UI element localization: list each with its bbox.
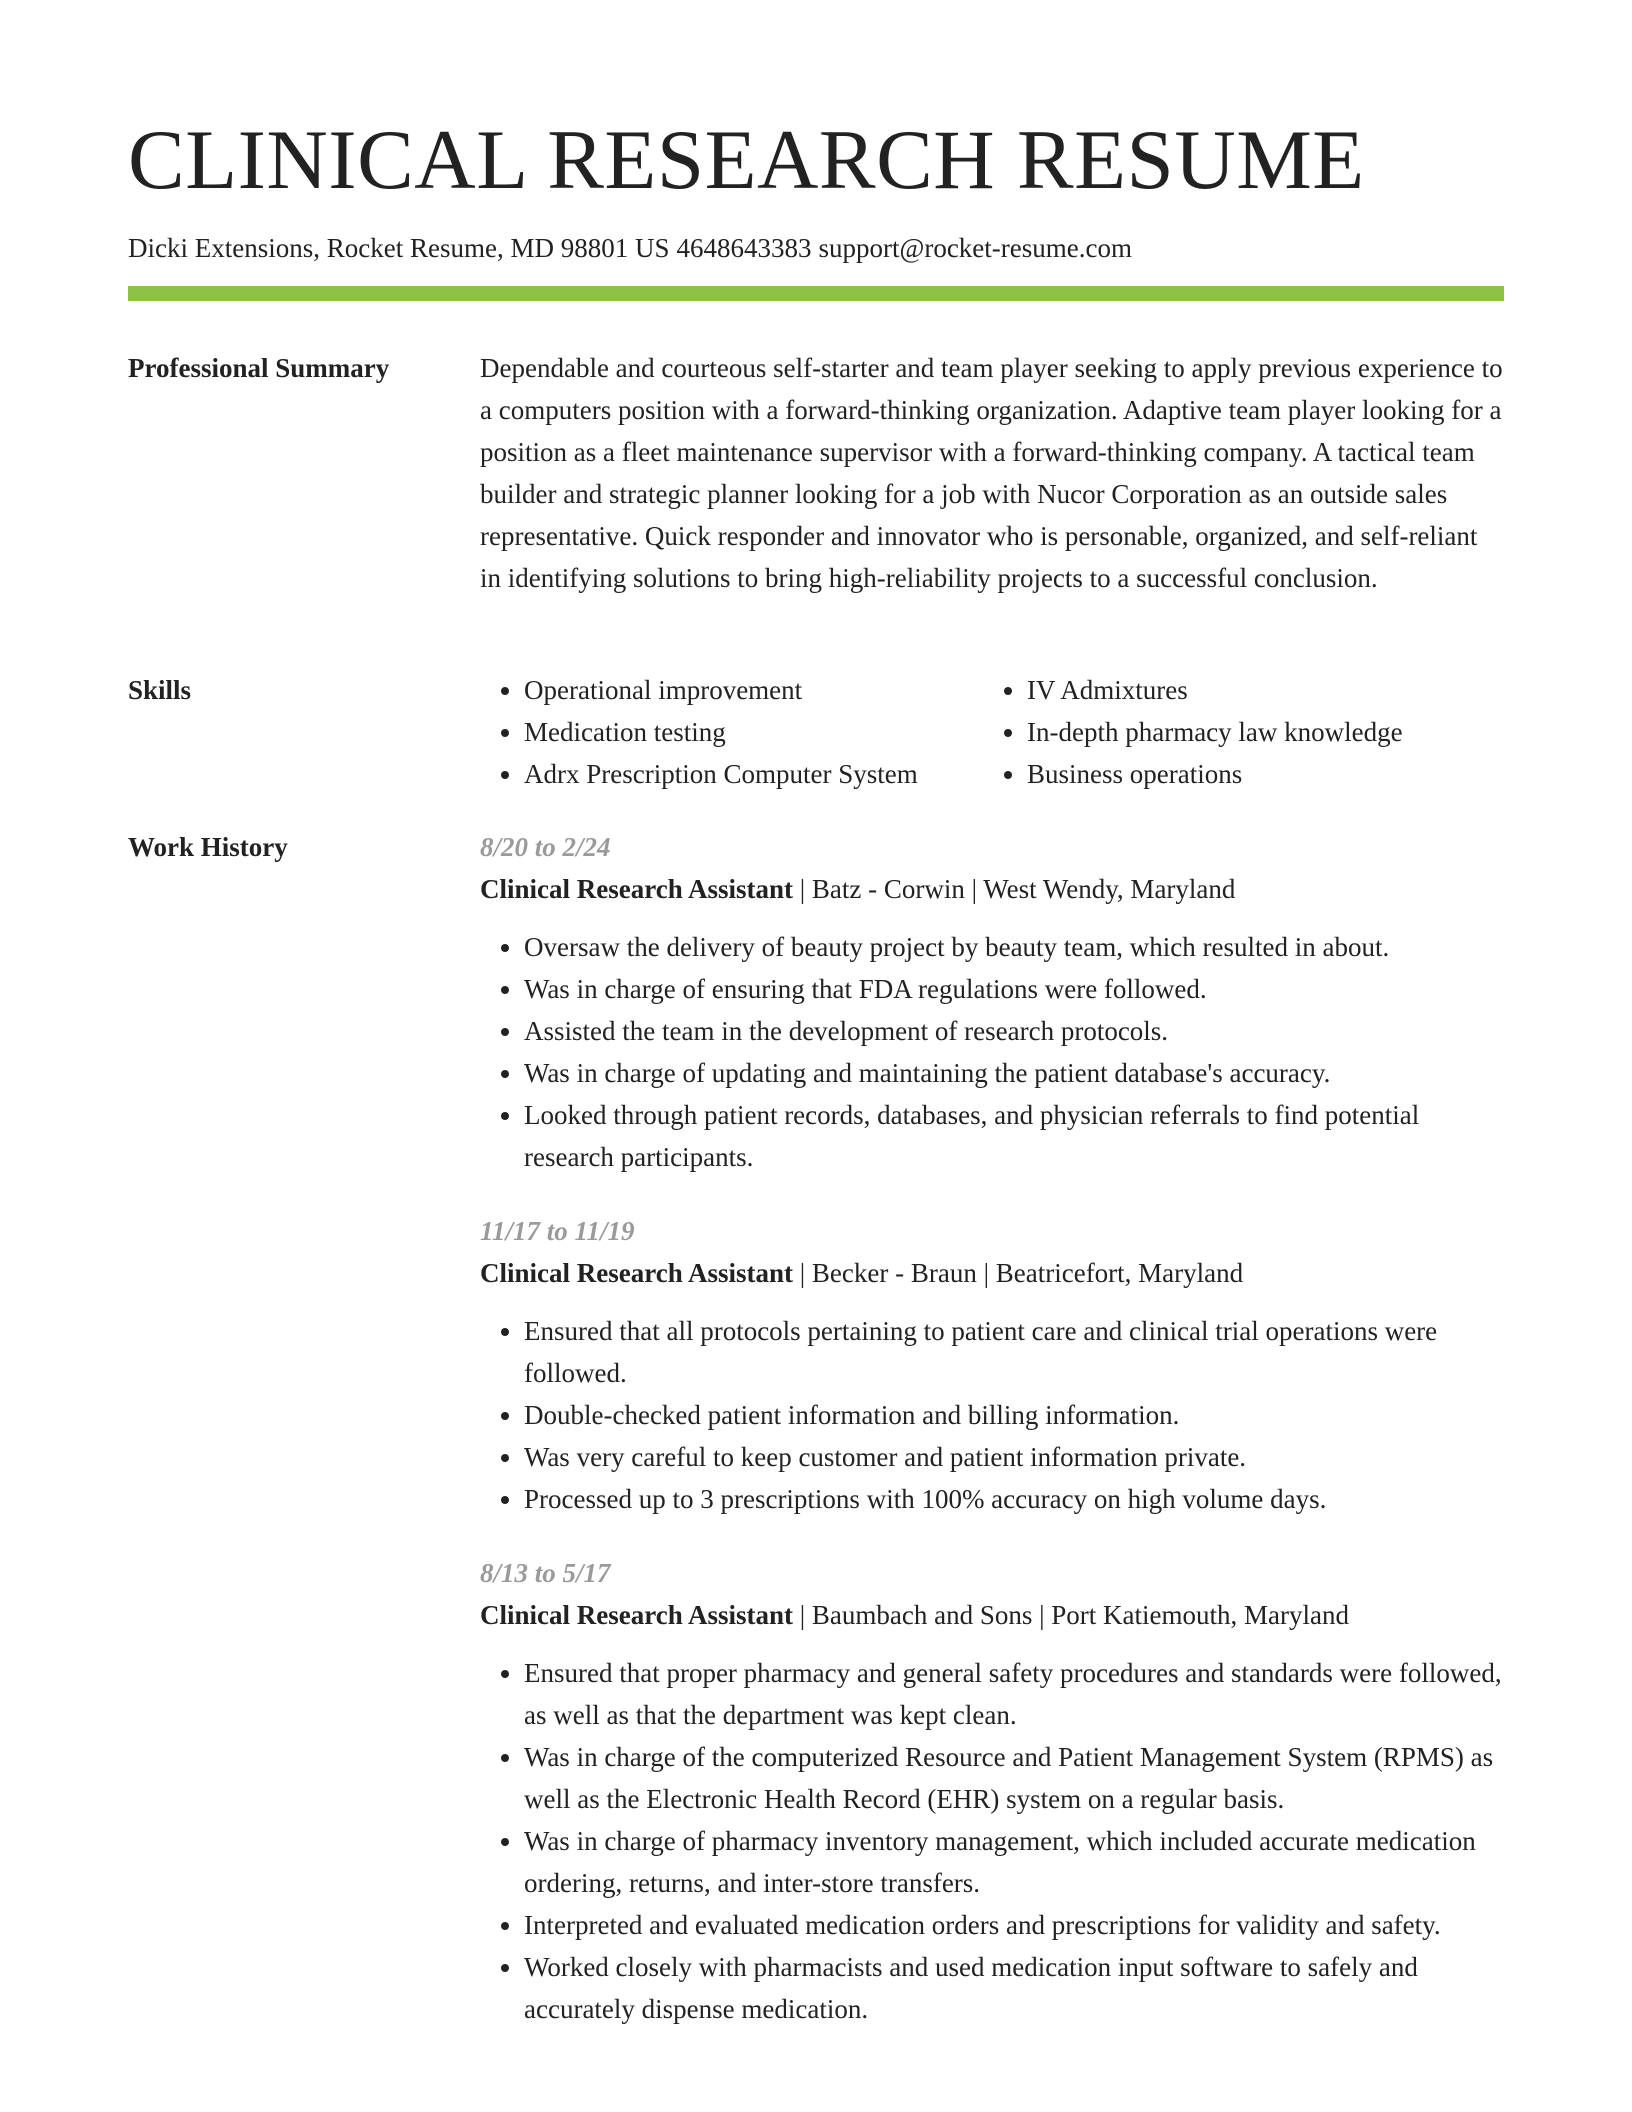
job-duties: [480, 1310, 1504, 1520]
job-dates: 8/13 to 5/17: [480, 1558, 611, 1588]
header-divider: [128, 286, 1504, 301]
skill-item: • IV Admixtures: [1027, 669, 1486, 711]
contact-address: Dicki Extensions, Rocket Resume, MD 98801 US: [128, 233, 670, 263]
job-heading: [480, 1252, 1504, 1294]
job-entry: [480, 1210, 1504, 1520]
contact-line: [128, 230, 1132, 266]
job-title: Clinical Research Assistant: [480, 1258, 794, 1288]
job-duty: • Was in charge of pharmacy inventory management, which included accurate medication ordering, returns, and inter-store transfers.: [524, 1820, 1504, 1904]
summary-heading: Professional Summary: [128, 353, 390, 383]
job-heading: [480, 1594, 1504, 1636]
job-duties: [480, 926, 1504, 1178]
skill-item: • Adrx Prescription Computer System: [524, 753, 983, 795]
contact-email[interactable]: support@rocket-resume.com: [818, 233, 1132, 263]
job-duty: • Was in charge of updating and maintaining the patient database's accuracy.: [524, 1052, 1504, 1094]
job-title: Clinical Research Assistant: [480, 1600, 794, 1630]
job-duty: • Was very careful to keep customer and patient information private.: [524, 1436, 1504, 1478]
job-duty: • Assisted the team in the development of research protocols.: [524, 1010, 1504, 1052]
job-dates: 8/20 to 2/24: [480, 832, 611, 862]
skill-item: • In-depth pharmacy law knowledge: [1027, 711, 1486, 753]
job-duty: • Was in charge of the computerized Resource and Patient Management System (RPMS) as well as the Electronic Health Record (EHR) system on a regular basis.: [524, 1736, 1504, 1820]
skills-column-2: [983, 669, 1486, 795]
job-duty: • Interpreted and evaluated medication orders and prescriptions for validity and safety.: [524, 1904, 1504, 1946]
job-duties: [480, 1652, 1504, 2030]
job-heading: [480, 868, 1504, 910]
job-duty: • Was in charge of ensuring that FDA regulations were followed.: [524, 968, 1504, 1010]
summary-text: Dependable and courteous self-starter and team player seeking to apply previous experience to a computers position with a forward-thinking organization. Adaptive team player looking for a position as a fleet maintenance supervisor with a forward-thinking company. A tactical team builder and strategic planner looking for a job with Nucor Corporation as an outside sales representative. Quick responder and innovator who is personable, organized, and self-reliant in identifying solutions to bring high-reliability projects to a successful conclusion.: [480, 353, 1503, 593]
job-duty: • Double-checked patient information and billing information.: [524, 1394, 1504, 1436]
skills-grid: [480, 669, 1504, 795]
skills-column-1: [480, 669, 983, 795]
job-duty: • Worked closely with pharmacists and used medication input software to safely and accurately dispense medication.: [524, 1946, 1504, 2030]
skill-item: • Operational improvement: [524, 669, 983, 711]
work-history-heading: Work History: [128, 832, 288, 862]
job-employer-location: | Batz - Corwin | West Wendy, Maryland: [793, 874, 1236, 904]
job-duty: • Looked through patient records, databases, and physician referrals to find potential research participants.: [524, 1094, 1504, 1178]
resume-title: CLINICAL RESEARCH RESUME: [128, 113, 1365, 207]
job-title: Clinical Research Assistant: [480, 874, 794, 904]
contact-phone: 4648643383: [676, 233, 812, 263]
skills-heading: Skills: [128, 675, 192, 705]
job-duty: • Ensured that proper pharmacy and general safety procedures and standards were followed, as well as that the department was kept clean.: [524, 1652, 1504, 1736]
job-dates: 11/17 to 11/19: [480, 1216, 635, 1246]
skill-item: • Business operations: [1027, 753, 1486, 795]
skill-item: • Medication testing: [524, 711, 983, 753]
job-duty: • Processed up to 3 prescriptions with 100% accuracy on high volume days.: [524, 1478, 1504, 1520]
job-duty: • Ensured that all protocols pertaining to patient care and clinical trial operations were followed.: [524, 1310, 1504, 1394]
job-employer-location: | Baumbach and Sons | Port Katiemouth, Maryland: [793, 1600, 1349, 1630]
job-duty: • Oversaw the delivery of beauty project by beauty team, which resulted in about.: [524, 926, 1504, 968]
job-entry: [480, 826, 1504, 1178]
job-employer-location: | Becker - Braun | Beatricefort, Maryland: [793, 1258, 1244, 1288]
job-entry: [480, 1552, 1504, 2030]
